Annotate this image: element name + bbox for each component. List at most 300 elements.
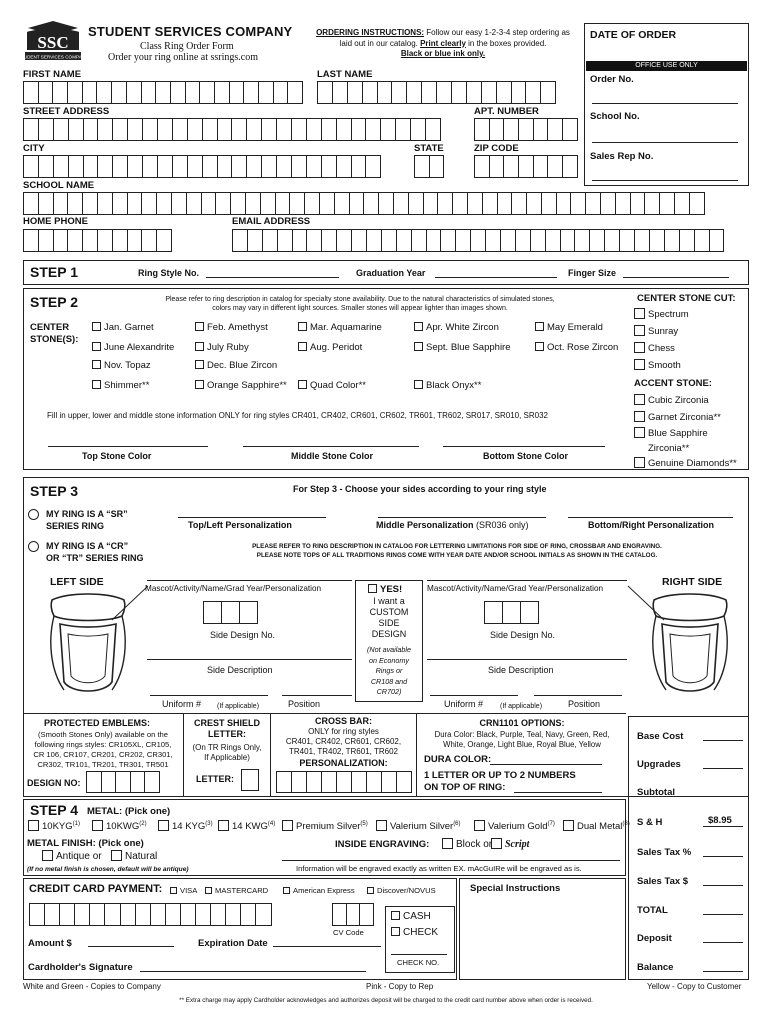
card-type-3[interactable]: American Express xyxy=(283,886,355,895)
char-box[interactable] xyxy=(214,81,230,104)
char-box[interactable] xyxy=(53,118,69,141)
char-box[interactable] xyxy=(44,903,60,926)
char-box[interactable] xyxy=(421,81,437,104)
bottom-right-pers-field[interactable] xyxy=(568,517,733,518)
char-box[interactable] xyxy=(97,192,113,215)
char-box[interactable] xyxy=(474,118,490,141)
char-box[interactable] xyxy=(347,81,363,104)
stone-checkbox-5[interactable]: May Emerald xyxy=(535,322,603,333)
char-box[interactable] xyxy=(604,229,620,252)
metal-checkbox-2[interactable]: 10KWG$^{(2)}$ xyxy=(92,820,147,832)
char-box[interactable] xyxy=(502,601,521,624)
char-box[interactable] xyxy=(500,229,516,252)
char-box[interactable] xyxy=(336,229,352,252)
char-box[interactable] xyxy=(414,155,430,178)
char-box[interactable] xyxy=(292,229,308,252)
cut-checkbox-1[interactable]: Spectrum xyxy=(634,308,689,320)
stone-checkbox-16[interactable]: Black Onyx** xyxy=(414,380,481,391)
char-box[interactable] xyxy=(503,118,519,141)
metal-checkbox-1[interactable]: 10KYG$^{(1)}$ xyxy=(28,820,80,832)
char-box[interactable] xyxy=(127,192,143,215)
char-box[interactable] xyxy=(470,229,486,252)
accent-checkbox-5[interactable]: Genuine Diamonds** xyxy=(634,457,737,469)
char-box[interactable] xyxy=(112,155,128,178)
char-box[interactable] xyxy=(255,903,271,926)
block-checkbox[interactable]: Block or xyxy=(442,838,492,850)
char-box[interactable] xyxy=(306,118,322,141)
char-box[interactable] xyxy=(83,118,99,141)
stone-checkbox-9[interactable]: Sept. Blue Sapphire xyxy=(414,342,511,353)
char-box[interactable] xyxy=(287,81,303,104)
char-box[interactable] xyxy=(141,229,157,252)
char-box[interactable] xyxy=(23,155,39,178)
sr-series-radio[interactable] xyxy=(28,509,39,520)
char-box[interactable] xyxy=(540,81,556,104)
cost-field-sh[interactable] xyxy=(703,826,743,827)
dura-color-field[interactable] xyxy=(490,764,602,765)
char-box[interactable] xyxy=(425,118,441,141)
char-box[interactable] xyxy=(225,903,241,926)
char-box[interactable] xyxy=(52,81,68,104)
char-box[interactable] xyxy=(195,903,211,926)
char-box[interactable] xyxy=(408,192,424,215)
char-box[interactable] xyxy=(231,118,247,141)
char-box[interactable] xyxy=(410,118,426,141)
stone-checkbox-10[interactable]: Oct. Rose Zircon xyxy=(535,342,618,353)
left-position-field[interactable] xyxy=(282,695,352,696)
stone-checkbox-4[interactable]: Apr. White Zircon xyxy=(414,322,499,333)
char-box[interactable] xyxy=(359,903,374,926)
char-box[interactable] xyxy=(547,118,563,141)
char-box[interactable] xyxy=(291,118,307,141)
char-box[interactable] xyxy=(694,229,710,252)
char-box[interactable] xyxy=(530,229,546,252)
char-box[interactable] xyxy=(467,192,483,215)
char-box[interactable] xyxy=(261,118,277,141)
char-box[interactable] xyxy=(679,229,695,252)
char-box[interactable] xyxy=(217,118,233,141)
char-box[interactable] xyxy=(406,81,422,104)
char-box[interactable] xyxy=(112,192,128,215)
left-side-design-boxes[interactable] xyxy=(203,601,258,624)
char-box[interactable] xyxy=(276,771,292,793)
order-no-field[interactable] xyxy=(592,103,738,104)
char-box[interactable] xyxy=(317,81,333,104)
char-box[interactable] xyxy=(215,192,231,215)
metal-checkbox-6[interactable]: Valerium Silver$^{(6)}$ xyxy=(376,820,461,832)
char-box[interactable] xyxy=(141,81,157,104)
char-box[interactable] xyxy=(229,81,245,104)
char-box[interactable] xyxy=(545,229,561,252)
char-box[interactable] xyxy=(511,192,527,215)
char-box[interactable] xyxy=(395,118,411,141)
left-mascot-field[interactable] xyxy=(147,580,352,581)
char-box[interactable] xyxy=(570,192,586,215)
char-box[interactable] xyxy=(232,229,248,252)
home-phone-boxes[interactable] xyxy=(23,229,172,252)
metal-checkbox-7[interactable]: Valerium Gold$^{(7)}$ xyxy=(474,820,555,832)
char-box[interactable] xyxy=(437,192,453,215)
char-box[interactable] xyxy=(411,229,427,252)
char-box[interactable] xyxy=(289,192,305,215)
char-box[interactable] xyxy=(142,118,158,141)
check-no-field[interactable] xyxy=(391,954,447,955)
char-box[interactable] xyxy=(429,155,445,178)
char-box[interactable] xyxy=(600,192,616,215)
char-box[interactable] xyxy=(127,118,143,141)
char-box[interactable] xyxy=(201,192,217,215)
char-box[interactable] xyxy=(321,118,337,141)
char-box[interactable] xyxy=(336,118,352,141)
char-box[interactable] xyxy=(150,903,166,926)
char-box[interactable] xyxy=(291,155,307,178)
right-position-field[interactable] xyxy=(534,695,622,696)
char-box[interactable] xyxy=(74,903,90,926)
char-box[interactable] xyxy=(135,903,151,926)
char-box[interactable] xyxy=(381,771,397,793)
char-box[interactable] xyxy=(336,155,352,178)
char-box[interactable] xyxy=(277,229,293,252)
char-box[interactable] xyxy=(377,81,393,104)
cut-checkbox-4[interactable]: Smooth xyxy=(634,359,681,371)
card-type-2[interactable]: MASTERCARD xyxy=(205,886,268,895)
char-box[interactable] xyxy=(533,118,549,141)
char-box[interactable] xyxy=(83,155,99,178)
char-box[interactable] xyxy=(520,601,539,624)
char-box[interactable] xyxy=(380,118,396,141)
char-box[interactable] xyxy=(112,229,128,252)
char-box[interactable] xyxy=(306,771,322,793)
char-box[interactable] xyxy=(38,192,54,215)
custom-side-checkbox[interactable]: YES! xyxy=(368,584,402,595)
cut-checkbox-3[interactable]: Chess xyxy=(634,342,675,354)
cut-checkbox-2[interactable]: Sunray xyxy=(634,325,678,337)
char-box[interactable] xyxy=(142,155,158,178)
char-box[interactable] xyxy=(560,229,576,252)
char-box[interactable] xyxy=(518,118,534,141)
char-box[interactable] xyxy=(306,155,322,178)
char-box[interactable] xyxy=(351,118,367,141)
char-box[interactable] xyxy=(689,192,705,215)
char-box[interactable] xyxy=(111,81,127,104)
crest-letter-box[interactable] xyxy=(241,769,259,791)
char-box[interactable] xyxy=(615,192,631,215)
char-box[interactable] xyxy=(351,155,367,178)
right-mascot-field[interactable] xyxy=(427,580,627,581)
metal-checkbox-5[interactable]: Premium Silver$^{(5)}$ xyxy=(282,820,368,832)
char-box[interactable] xyxy=(321,229,337,252)
char-box[interactable] xyxy=(349,192,365,215)
right-side-desc-field[interactable] xyxy=(427,659,627,660)
stone-checkbox-15[interactable]: Quad Color** xyxy=(298,380,366,391)
char-box[interactable] xyxy=(180,903,196,926)
accent-checkbox-3[interactable]: Blue Sapphire xyxy=(634,427,708,439)
char-box[interactable] xyxy=(120,903,136,926)
metal-checkbox-8[interactable]: Dual Metal$^{(8)}$ xyxy=(563,820,630,832)
char-box[interactable] xyxy=(67,229,83,252)
char-box[interactable] xyxy=(306,229,322,252)
char-box[interactable] xyxy=(391,81,407,104)
char-box[interactable] xyxy=(619,229,635,252)
cost-field-deposit[interactable] xyxy=(703,942,743,943)
char-box[interactable] xyxy=(126,81,142,104)
char-box[interactable] xyxy=(556,192,572,215)
char-box[interactable] xyxy=(82,192,98,215)
cost-field-total[interactable] xyxy=(703,914,743,915)
char-box[interactable] xyxy=(96,81,112,104)
char-box[interactable] xyxy=(351,229,367,252)
char-box[interactable] xyxy=(53,229,69,252)
char-box[interactable] xyxy=(484,601,503,624)
crn-letter-field[interactable] xyxy=(514,792,602,793)
char-box[interactable] xyxy=(127,229,143,252)
char-box[interactable] xyxy=(86,771,102,793)
char-box[interactable] xyxy=(258,81,274,104)
char-box[interactable] xyxy=(503,155,519,178)
char-box[interactable] xyxy=(709,229,725,252)
char-box[interactable] xyxy=(97,118,113,141)
char-box[interactable] xyxy=(393,192,409,215)
char-box[interactable] xyxy=(89,903,105,926)
char-box[interactable] xyxy=(674,192,690,215)
expiration-field[interactable] xyxy=(273,946,381,947)
char-box[interactable] xyxy=(199,81,215,104)
middle-pers-field[interactable] xyxy=(378,517,546,518)
stone-checkbox-12[interactable]: Dec. Blue Zircon xyxy=(195,360,277,371)
card-type-1[interactable]: VISA xyxy=(170,886,197,895)
char-box[interactable] xyxy=(366,771,382,793)
char-box[interactable] xyxy=(455,229,471,252)
char-box[interactable] xyxy=(351,771,367,793)
stone-checkbox-6[interactable]: June Alexandrite xyxy=(92,342,174,353)
stone-checkbox-7[interactable]: July Ruby xyxy=(195,342,249,353)
char-box[interactable] xyxy=(396,771,412,793)
amount-field[interactable] xyxy=(88,946,174,947)
char-box[interactable] xyxy=(38,118,54,141)
char-box[interactable] xyxy=(362,81,378,104)
char-box[interactable] xyxy=(378,192,394,215)
char-box[interactable] xyxy=(396,229,412,252)
char-box[interactable] xyxy=(171,192,187,215)
char-box[interactable] xyxy=(97,229,113,252)
char-box[interactable] xyxy=(304,192,320,215)
char-box[interactable] xyxy=(247,229,263,252)
char-box[interactable] xyxy=(474,155,490,178)
cost-field-tax_amt[interactable] xyxy=(703,885,743,886)
apt-number-boxes[interactable] xyxy=(474,118,578,141)
char-box[interactable] xyxy=(67,192,83,215)
ring-style-field[interactable] xyxy=(206,277,339,278)
char-box[interactable] xyxy=(230,192,246,215)
stone-checkbox-14[interactable]: Orange Sapphire** xyxy=(195,380,287,391)
char-box[interactable] xyxy=(157,118,173,141)
char-box[interactable] xyxy=(38,155,54,178)
card-number-boxes[interactable] xyxy=(29,903,272,926)
char-box[interactable] xyxy=(321,155,337,178)
char-box[interactable] xyxy=(221,601,240,624)
char-box[interactable] xyxy=(452,192,468,215)
state-boxes[interactable] xyxy=(414,155,444,178)
char-box[interactable] xyxy=(649,229,665,252)
cost-field-tax_pct[interactable] xyxy=(703,856,743,857)
char-box[interactable] xyxy=(518,155,534,178)
char-box[interactable] xyxy=(365,118,381,141)
char-box[interactable] xyxy=(346,903,361,926)
char-box[interactable] xyxy=(634,229,650,252)
natural-checkbox[interactable]: Natural xyxy=(111,850,157,862)
check-checkbox[interactable]: CHECK xyxy=(391,927,438,938)
cost-field-subtotal[interactable] xyxy=(703,796,743,797)
char-box[interactable] xyxy=(82,229,98,252)
char-box[interactable] xyxy=(104,903,120,926)
design-no-boxes[interactable] xyxy=(86,771,160,793)
school-name-boxes[interactable] xyxy=(23,192,705,215)
sales-rep-field[interactable] xyxy=(592,180,738,181)
date-of-order-field[interactable] xyxy=(586,42,747,57)
char-box[interactable] xyxy=(525,81,541,104)
script-checkbox[interactable]: Script xyxy=(491,838,529,850)
stone-checkbox-11[interactable]: Nov. Topaz xyxy=(92,360,151,371)
char-box[interactable] xyxy=(589,229,605,252)
char-box[interactable] xyxy=(363,192,379,215)
char-box[interactable] xyxy=(276,155,292,178)
char-box[interactable] xyxy=(366,229,382,252)
char-box[interactable] xyxy=(562,118,578,141)
first-name-boxes[interactable] xyxy=(23,81,303,104)
char-box[interactable] xyxy=(23,192,39,215)
char-box[interactable] xyxy=(202,155,218,178)
left-uniform-field[interactable] xyxy=(150,695,268,696)
char-box[interactable] xyxy=(423,192,439,215)
char-box[interactable] xyxy=(127,155,143,178)
char-box[interactable] xyxy=(59,903,75,926)
char-box[interactable] xyxy=(144,771,160,793)
char-box[interactable] xyxy=(291,771,307,793)
char-box[interactable] xyxy=(547,155,563,178)
char-box[interactable] xyxy=(101,771,117,793)
char-box[interactable] xyxy=(68,118,84,141)
char-box[interactable] xyxy=(451,81,467,104)
char-box[interactable] xyxy=(482,192,498,215)
char-box[interactable] xyxy=(381,229,397,252)
char-box[interactable] xyxy=(332,903,347,926)
char-box[interactable] xyxy=(165,903,181,926)
char-box[interactable] xyxy=(511,81,527,104)
char-box[interactable] xyxy=(203,601,222,624)
char-box[interactable] xyxy=(29,903,45,926)
city-boxes[interactable] xyxy=(23,155,381,178)
char-box[interactable] xyxy=(38,229,54,252)
cost-field-balance[interactable] xyxy=(703,971,743,972)
school-no-field[interactable] xyxy=(592,142,738,143)
char-box[interactable] xyxy=(275,192,291,215)
char-box[interactable] xyxy=(186,192,202,215)
metal-checkbox-4[interactable]: 14 KWG$^{(4)}$ xyxy=(218,820,275,832)
char-box[interactable] xyxy=(23,118,39,141)
char-box[interactable] xyxy=(245,192,261,215)
char-box[interactable] xyxy=(231,155,247,178)
stone-checkbox-3[interactable]: Mar. Aquamarine xyxy=(298,322,382,333)
zip-code-boxes[interactable] xyxy=(474,155,578,178)
cv-code-boxes[interactable] xyxy=(332,903,374,926)
char-box[interactable] xyxy=(489,155,505,178)
char-box[interactable] xyxy=(82,81,98,104)
char-box[interactable] xyxy=(630,192,646,215)
char-box[interactable] xyxy=(260,192,276,215)
right-uniform-field[interactable] xyxy=(430,695,518,696)
char-box[interactable] xyxy=(243,81,259,104)
char-box[interactable] xyxy=(217,155,233,178)
stone-checkbox-8[interactable]: Aug. Peridot xyxy=(298,342,362,353)
cardholder-field[interactable] xyxy=(140,971,366,972)
antique-checkbox[interactable]: Antique or xyxy=(42,850,102,862)
char-box[interactable] xyxy=(440,229,456,252)
char-box[interactable] xyxy=(130,771,146,793)
engraving-field[interactable] xyxy=(282,860,620,861)
stone-checkbox-2[interactable]: Feb. Amethyst xyxy=(195,322,268,333)
middle-stone-field[interactable] xyxy=(243,446,419,447)
char-box[interactable] xyxy=(276,118,292,141)
char-box[interactable] xyxy=(485,229,501,252)
char-box[interactable] xyxy=(239,601,258,624)
char-box[interactable] xyxy=(97,155,113,178)
cr-series-radio[interactable] xyxy=(28,541,39,552)
stone-checkbox-1[interactable]: Jan. Garnet xyxy=(92,322,154,333)
char-box[interactable] xyxy=(664,229,680,252)
char-box[interactable] xyxy=(112,118,128,141)
left-side-desc-field[interactable] xyxy=(147,659,352,660)
finger-size-field[interactable] xyxy=(623,277,729,278)
top-left-pers-field[interactable] xyxy=(178,517,326,518)
accent-checkbox-2[interactable]: Garnet Zirconia** xyxy=(634,411,721,423)
char-box[interactable] xyxy=(489,118,505,141)
char-box[interactable] xyxy=(38,81,54,104)
char-box[interactable] xyxy=(240,903,256,926)
char-box[interactable] xyxy=(365,155,381,178)
char-box[interactable] xyxy=(170,81,186,104)
char-box[interactable] xyxy=(185,81,201,104)
char-box[interactable] xyxy=(515,229,531,252)
char-box[interactable] xyxy=(436,81,452,104)
char-box[interactable] xyxy=(23,229,39,252)
char-box[interactable] xyxy=(562,155,578,178)
email-address-boxes[interactable] xyxy=(232,229,724,252)
cost-field-base[interactable] xyxy=(703,740,743,741)
char-box[interactable] xyxy=(202,118,218,141)
char-box[interactable] xyxy=(210,903,226,926)
char-box[interactable] xyxy=(533,155,549,178)
char-box[interactable] xyxy=(319,192,335,215)
char-box[interactable] xyxy=(141,192,157,215)
grad-year-field[interactable] xyxy=(435,277,557,278)
char-box[interactable] xyxy=(273,81,289,104)
stone-checkbox-13[interactable]: Shimmer** xyxy=(92,380,149,391)
char-box[interactable] xyxy=(526,192,542,215)
char-box[interactable] xyxy=(53,155,69,178)
char-box[interactable] xyxy=(246,118,262,141)
last-name-boxes[interactable] xyxy=(317,81,556,104)
char-box[interactable] xyxy=(246,155,262,178)
char-box[interactable] xyxy=(67,81,83,104)
char-box[interactable] xyxy=(585,192,601,215)
crossbar-boxes[interactable] xyxy=(276,771,412,793)
char-box[interactable] xyxy=(321,771,337,793)
accent-checkbox-1[interactable]: Cubic Zirconia xyxy=(634,394,709,406)
char-box[interactable] xyxy=(157,155,173,178)
cost-field-upgrades[interactable] xyxy=(703,768,743,769)
char-box[interactable] xyxy=(156,229,172,252)
char-box[interactable] xyxy=(68,155,84,178)
